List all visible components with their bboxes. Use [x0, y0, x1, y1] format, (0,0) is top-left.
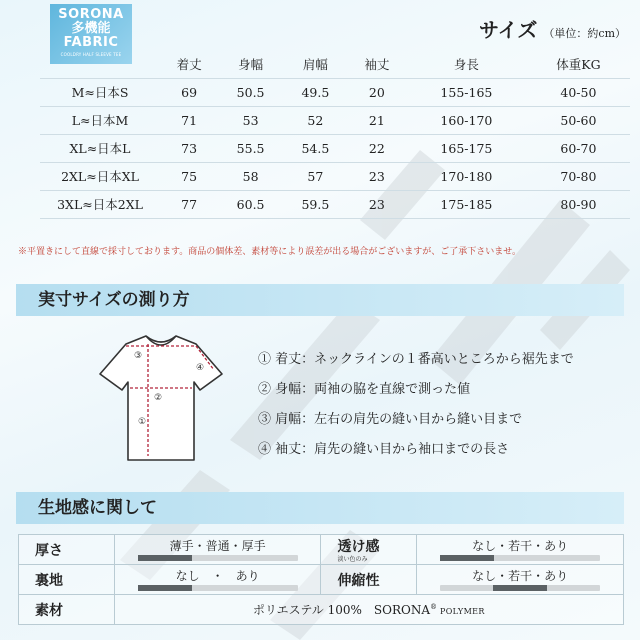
value-cell: 175-185 — [406, 190, 527, 218]
table-row — [40, 78, 630, 106]
value-cell: 20 — [348, 78, 406, 106]
value-cell: 23 — [348, 162, 406, 190]
transparency-scale: なし・若干・あり — [472, 538, 569, 553]
diagram-label-2: ② — [154, 393, 163, 403]
level-indicator — [493, 585, 547, 591]
lining-bar — [138, 585, 298, 591]
value-cell: 53 — [218, 106, 283, 134]
value-cell: 23 — [348, 190, 406, 218]
value-cell: 165-175 — [406, 134, 527, 162]
value-cell: 54.5 — [283, 134, 348, 162]
level-indicator — [138, 555, 192, 561]
size-title-main: サイズ — [479, 18, 538, 42]
value-cell: 71 — [160, 106, 218, 134]
value-cell: 70-80 — [527, 162, 630, 190]
table-row — [40, 106, 630, 134]
header-cell: 袖丈 — [348, 50, 406, 78]
value-cell: 155-165 — [406, 78, 527, 106]
material-suffix: POLYMER — [437, 607, 485, 616]
value-cell: 73 — [160, 134, 218, 162]
stretch-label: 伸縮性 — [321, 565, 417, 595]
material-text: ポリエステル 100% SORONA — [252, 603, 430, 617]
table-row — [40, 162, 630, 190]
header-cell: 身幅 — [218, 50, 283, 78]
value-cell: 60.5 — [218, 190, 283, 218]
value-cell: 50.5 — [218, 78, 283, 106]
thickness-bar — [138, 555, 298, 561]
value-cell: 50-60 — [527, 106, 630, 134]
value-cell: 49.5 — [283, 78, 348, 106]
table-row — [40, 134, 630, 162]
value-cell: 22 — [348, 134, 406, 162]
size-cell: M≈日本S — [40, 78, 160, 106]
value-cell: 69 — [160, 78, 218, 106]
material-value — [114, 595, 623, 625]
value-cell: 58 — [218, 162, 283, 190]
value-cell: 170-180 — [406, 162, 527, 190]
value-cell: 40-50 — [527, 78, 630, 106]
level-indicator — [440, 555, 494, 561]
fabric-section-title: 生地感に関して — [16, 492, 624, 524]
diagram-label-1: ① — [138, 417, 147, 427]
level-indicator — [138, 585, 192, 591]
value-cell: 75 — [160, 162, 218, 190]
value-cell: 59.5 — [283, 190, 348, 218]
stretch-cell — [417, 565, 624, 595]
value-cell: 52 — [283, 106, 348, 134]
measure-item-shoulder: ③ 肩幅：左右の肩先の縫い目から縫い目まで — [258, 412, 523, 427]
measure-item-sleeve: ④ 袖丈：肩先の縫い目から袖口までの長さ — [258, 442, 510, 457]
logo-line-1: SORONA — [58, 7, 124, 22]
table-row — [19, 535, 624, 565]
stretch-scale: なし・若干・あり — [472, 568, 569, 583]
value-cell: 80-90 — [527, 190, 630, 218]
size-title-unit: （単位：約cm） — [543, 27, 626, 40]
tshirt-diagram — [96, 332, 226, 466]
value-cell: 60-70 — [527, 134, 630, 162]
logo-line-2: 多機能 — [71, 21, 111, 36]
table-row — [19, 565, 624, 595]
size-cell: 2XL≈日本XL — [40, 162, 160, 190]
transparency-cell — [417, 535, 624, 565]
measurement-note: ※平置きにして直線で採寸しております。商品の個体差、素材等により誤差が出る場合がございますが、ご了承下さいませ。 — [18, 247, 522, 257]
header-cell — [40, 50, 160, 78]
size-cell: 3XL≈日本2XL — [40, 190, 160, 218]
value-cell: 77 — [160, 190, 218, 218]
logo-line-3: FABRIC — [63, 35, 119, 50]
lining-label: 裏地 — [19, 565, 115, 595]
value-cell: 21 — [348, 106, 406, 134]
transparency-bar — [440, 555, 600, 561]
measure-item-length: ① 着丈：ネックラインの１番高いところから裾先まで — [258, 352, 574, 367]
measure-item-width: ② 身幅：両袖の脇を直線で測った値 — [258, 382, 471, 397]
fabric-table — [18, 534, 624, 625]
size-table — [40, 50, 630, 219]
measure-section-title: 実寸サイズの測り方 — [16, 284, 624, 316]
size-title — [479, 14, 626, 43]
value-cell: 55.5 — [218, 134, 283, 162]
thickness-scale: 薄手・普通・厚手 — [169, 538, 266, 553]
lining-scale: なし ・ あり — [175, 568, 260, 583]
material-label: 素材 — [19, 595, 115, 625]
stretch-bar — [440, 585, 600, 591]
header-cell: 身長 — [406, 50, 527, 78]
logo-line-4: COOLDRY HALF SLEEVE TEE — [60, 52, 122, 57]
thickness-label: 厚さ — [19, 535, 115, 565]
table-row — [40, 190, 630, 218]
diagram-label-4: ④ — [196, 363, 205, 373]
header-cell: 体重KG — [527, 50, 630, 78]
size-cell: XL≈日本L — [40, 134, 160, 162]
transparency-label-cell — [321, 535, 417, 565]
size-table-header — [40, 50, 630, 78]
header-cell: 着丈 — [160, 50, 218, 78]
registered-mark: ® — [430, 603, 437, 611]
value-cell: 57 — [283, 162, 348, 190]
size-cell: L≈日本M — [40, 106, 160, 134]
transparency-sublabel: 淡い色のみ — [337, 556, 368, 563]
thickness-cell — [114, 535, 321, 565]
table-row — [19, 595, 624, 625]
diagram-label-3: ③ — [134, 351, 143, 361]
value-cell: 160-170 — [406, 106, 527, 134]
header-cell: 肩幅 — [283, 50, 348, 78]
transparency-label: 透け感 — [337, 539, 380, 555]
lining-cell — [114, 565, 321, 595]
